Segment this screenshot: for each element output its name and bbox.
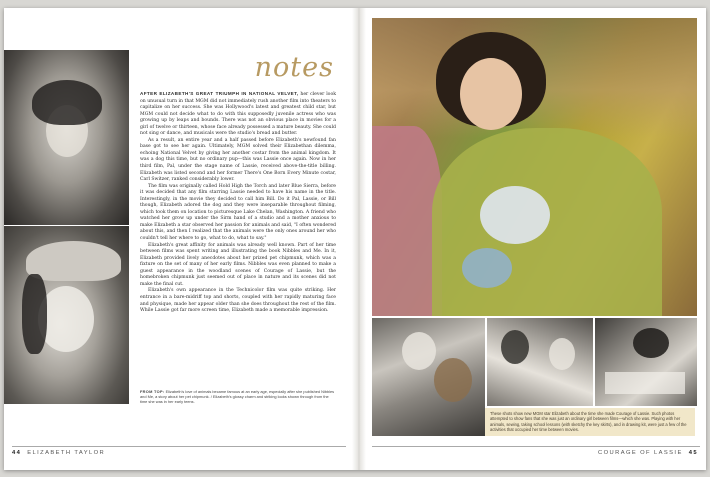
left-page: [4, 8, 354, 470]
page-number-right: 45: [688, 450, 698, 456]
photo-caption-right: These shots show new MGM star Elizabeth about the time she made Courage of Lassie. Such photos attempted to show fans that she was just an ordinary girl between films—which she was. Playing with her animals, sewing, taking school lessons (with sketchy the key skirts), and in drawing kit, were just a few of the activities that occupied her time between movies.: [485, 408, 695, 436]
footer-rule-left: [12, 446, 346, 447]
color-portrait-photo: [372, 18, 697, 316]
folio-right: [598, 450, 698, 456]
running-footer-left: ELIZABETH TAYLOR: [27, 450, 106, 456]
photo-sewing: [487, 318, 593, 406]
page-number-left: 44: [12, 450, 22, 456]
article-body: [140, 91, 336, 315]
portrait-photo-bottom: [4, 226, 129, 404]
paragraph-4: Elizabeth's great affinity for animals was already well known. Part of her time between films was spent writing and illustrating the book Nibbles and Me. In it, Elizabeth provided lively anecdotes about her prized pet chipmunk, which was a fixture on the set of many of her early films. Nibbles was even planned to make a guest appearance in the woodland scenes of Courage of Lassie, but the homebroken chipmunk just seemed out of place in nature and its scenes did not make the final cut.: [140, 242, 336, 287]
paragraph-1: AFTER ELIZABETH'S GREAT TRIUMPH IN NATIONAL VELVET, her clever look on unusual turn in that MGM did not immediately rush another film into theaters to capitalize on her success. She was Hollywood's latest and greatest child star, but MGM could not decide what to do with this supposedly juvenile actress who was growing up by leaps and bounds. There was not an obvious place in movies for a girl of twelve or thirteen, whose face already possessed a mature beauty. She could not sing or dance, and musicals were the studio's bread and butter.: [140, 91, 336, 137]
footer-rule-right: [372, 446, 700, 447]
portrait-photo-top: [4, 50, 129, 225]
photo-reading: [595, 318, 697, 406]
photo-caption-left: [140, 389, 336, 404]
lead-in: AFTER ELIZABETH'S GREAT TRIUMPH IN NATIONAL VELVET,: [140, 91, 299, 96]
book-spread: [4, 8, 706, 470]
caption-text: Elizabeth's love of animals became famous at an early age, especially after she published Nibbles and Me, a story about her pet chipmunk. / Elizabeth's glossy charm and striking looks shown through from the time she was in her early teens.: [140, 389, 335, 404]
photo-with-dog: [372, 318, 485, 436]
folio-left: [12, 450, 105, 456]
paragraph-5: Elizabeth's own appearance in the Technicolor film was quite striking. Her entrance in a bare-midriff top and shorts, coupled with her rapidly maturing face and physique, made her appear older than she does throughout the rest of the film. While Lassie got far more screen time, Elizabeth made a memorable impression.: [140, 288, 336, 314]
caption-label: FROM TOP:: [140, 389, 165, 394]
section-title: notes: [254, 52, 334, 83]
right-page: [364, 8, 706, 470]
paragraph-2: As a result, an entire year and a half passed before Elizabeth's newfound fan base got to see her again. Ultimately, MGM solved their Elizabethan dilemma, echoing National Velvet by giving her another costar from the animal kingdom. It was a dog this time, but no ordinary pup—this was Lassie once again. Now in her third film, Pal, under the stage name of Lassie, received above-the-title billing. Elizabeth was listed second and her former There's One Born Every Minute costar, Carl Switzer, ranked considerably lower.: [140, 137, 336, 183]
paragraph-3: The film was originally called Hold High the Torch and later Blue Sierra, before it was decided that any film starring Lassie needed to have his name in the title. Interestingly, in the movie they decided to call him Bill. Do it Pal, Lassie, or Bill though, Elizabeth adored the dog and they were inseparable throughout filming, which took them on location to picturesque Lake Chelan, Washington. A friend who watched her grow up under the Sirm hand of a studio and a mother anxious to make Elizabeth a star observed her passion for animals and said, "I often wondered about this, and then I realized that the animals were the only ones around her who couldn't tell her where to go, what to do, what to say.": [140, 183, 336, 242]
running-footer-right: COURAGE OF LASSIE: [598, 450, 683, 456]
